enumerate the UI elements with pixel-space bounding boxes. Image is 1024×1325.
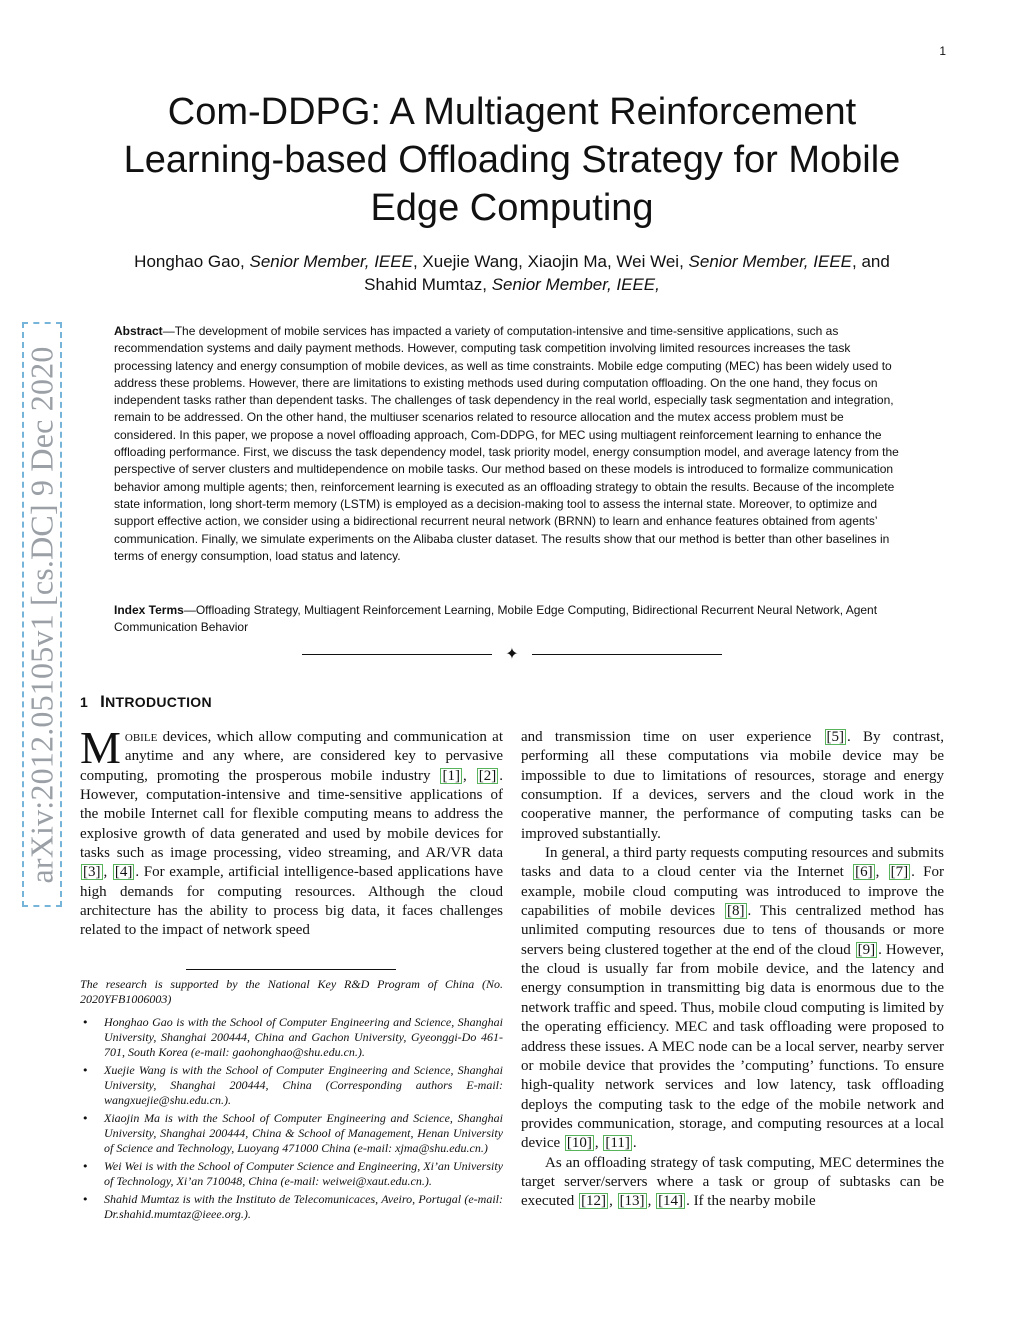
right-column (521, 728, 944, 1212)
affiliation-text: Wei Wei is with the School of Computer Science and Engineering, Xi’an University of Technology, Xi’an 710048, China (e-mail: weiwei@xaut.edu.cn.). (104, 1159, 503, 1188)
body-text: . If the nearby mobile (686, 1193, 816, 1210)
affiliation-text: Shahid Mumtaz is with the Instituto de Telecomunicaces, Aveiro, Portugal (e-mail: Dr.shahid.mumtaz@ieee.org.). (104, 1192, 503, 1221)
body-text: . (632, 1135, 637, 1152)
body-text: As an offloading strategy of task computing, MEC determines the target server/servers where a task or group of subtasks can be executed (521, 1154, 944, 1210)
affiliation-item (80, 1192, 503, 1222)
body-text: , (462, 767, 476, 784)
body-text: . By contrast, performing all these computations via mobile device may be impossible to due to limitations of resources, storage and energy consumption. If a devices, servers and the cloud work in the cooperative manner, the performance of computing tasks can be improved substantially. (521, 729, 944, 842)
section-title-initial: I (100, 692, 106, 711)
body-text: devices, which allow computing and communication at anytime and any where, are considered key to pervasive computing, promoting the prosperous mobile industry (80, 729, 503, 784)
author-text-1: Honghao Gao, (134, 252, 250, 271)
body-text: and transmission time on user experience (521, 729, 824, 745)
bullet-icon: • (82, 1160, 89, 1173)
citation-link[interactable]: [2] (478, 767, 497, 784)
footnotes (80, 977, 503, 1225)
body-text: . For example, mobile cloud computing was introduced to improve the capabilities of mobile devices (521, 864, 945, 920)
footnote-rule (186, 969, 396, 970)
citation-link[interactable]: [6] (855, 864, 873, 881)
page-number: 1 (939, 44, 946, 58)
funding-note: The research is supported by the National Key R&D Program of China (No. 2020YFB1006003) (80, 977, 503, 1006)
author-affiliation-1: Senior Member, IEEE (249, 252, 413, 271)
author-affiliation-3: Senior Member, IEEE, (491, 275, 660, 294)
citation-link[interactable]: [7] (890, 864, 909, 881)
left-column (80, 722, 504, 941)
divider-diamond-icon: ✦ (505, 644, 519, 663)
drop-cap: M (80, 722, 121, 773)
index-terms-text: —Offloading Strategy, Multiagent Reinforcement Learning, Mobile Edge Computing, Bidirectional Recurrent Neural Network, Agent Communication Behavior (114, 603, 878, 635)
affiliation-list (80, 1015, 503, 1222)
citation-link[interactable]: [4] (114, 864, 133, 881)
divider-rule-right (532, 654, 722, 655)
intro-paragraph-1 (80, 722, 504, 941)
section-number: 1 (80, 694, 89, 710)
citation-link[interactable]: [13] (619, 1193, 645, 1210)
author-affiliation-2: Senior Member, IEEE (688, 252, 852, 271)
index-terms (114, 602, 909, 637)
section-title-rest: NTRODUCTION (105, 694, 212, 710)
index-terms-label: Index Terms (114, 603, 184, 617)
author-text-4: Shahid Mumtaz, (364, 275, 492, 294)
section-divider (302, 645, 722, 665)
body-text: , (875, 864, 888, 881)
body-text: . However, the cloud is usually far from mobile device, and the latency and energy consumption in transmitting big data is enormous due to the network traffic and speed. Thus, mobile cloud computing is limited by the operating efficiency. MEC and task offloading were proposed to address these issues. A MEC node can be a local server, nearby server or mobile device that provides the ’computing’ functions. To ensure high-quality network services and low latency, task offloading deploys the computing task to the edge of the mobile network and provides communication, storage, and computing resources at a local device (521, 941, 945, 1152)
author-list (80, 250, 944, 296)
affiliation-text: Xiaojin Ma is with the School of Computer Engineering and Science, Shanghai University, Shanghai 200444, China & School of Management, Henan University of Science and Technology, Luoyang 471000 China (e-mail: xjma@shu.edu.cn.) (104, 1111, 503, 1155)
bullet-icon: • (82, 1112, 89, 1125)
affiliation-item (80, 1111, 503, 1156)
intro-smallcaps: obile (124, 729, 158, 745)
divider-rule-left (302, 654, 492, 655)
body-text: In general, a third party requests computing resources and submits tasks and data to a cloud center via the Internet (521, 845, 944, 881)
paper-title: Com-DDPG: A Multiagent Reinforcement Learning-based Offloading Strategy for Mobile Edge Computing (123, 91, 901, 229)
arxiv-stamp[interactable] (22, 322, 62, 907)
body-text: . This centralized method has unlimited computing resources due to tens of thousands or more servers being clustered together at the end of the cloud (521, 903, 944, 958)
citation-link[interactable]: [14] (658, 1193, 684, 1210)
affiliation-text: Honghao Gao is with the School of Computer Engineering and Science, Shanghai University, Shanghai 200444, China and Gachon University, Gyeonggi-Do 461-701, South Korea (e-mail: gaohonghao@shu.edu.cn.). (104, 1015, 503, 1059)
bullet-icon: • (82, 1193, 89, 1206)
arxiv-stamp-text: arXiv:2012.05105v1 [cs.DC] 9 Dec 2020 (23, 345, 60, 884)
bullet-icon: • (82, 1064, 89, 1077)
citation-link[interactable]: [1] (442, 767, 460, 784)
section-heading-introduction (80, 692, 212, 712)
body-text: , (103, 864, 112, 881)
affiliation-item (80, 1015, 503, 1060)
abstract-label: Abstract (114, 324, 163, 338)
author-text-2: , Xuejie Wang, Xiaojin Ma, Wei Wei, (412, 252, 689, 271)
citation-link[interactable]: [5] (826, 729, 845, 745)
abstract (114, 323, 909, 565)
author-text-3: , and (852, 252, 890, 271)
citation-link[interactable]: [8] (727, 903, 745, 920)
citation-link[interactable]: [11] (605, 1135, 630, 1152)
affiliation-item (80, 1159, 503, 1189)
intro-paragraph-4 (521, 1154, 944, 1212)
affiliation-text: Xuejie Wang is with the School of Computer Engineering and Science, Shanghai University, Shanghai 200444, China (Corresponding authors E-mail: wangxuejie@shu.edu.cn.). (104, 1063, 503, 1107)
body-text: . However, computation-intensive and time-sensitive applications of the mobile Internet call for flexible computing means to address the explosive growth of data generated and used by mobile devices for tasks such as image processing, video streaming, and AR/VR data (80, 767, 503, 862)
intro-paragraph-2 (521, 728, 944, 844)
abstract-text: —The development of mobile services has impacted a variety of computation-intensive and time-sensitive applications, such as recommendation systems and daily payment methods. However, computing task competition involving limited resources increases the task processing latency and energy consumption of mobile devices, as well as time constraints. Mobile edge computing (MEC) has been widely used to address these problems. However, there are limitations to existing methods used during computation offloading. On the one hand, they focus on independent tasks rather than dependent tasks. The challenges of task dependency in the real world, especially task segmentation and integration, remain to be addressed. On the other hand, the multiuser scenarios related to resource allocation and the mutex access problem must be considered. In this paper, we propose a novel offloading approach, Com-DDPG, for MEC using multiagent reinforcement learning to enhance the offloading performance. First, we discuss the task dependency model, task priority model, energy consumption model, and average latency from the perspective of server clusters and multidependence on mobile tasks. Our method based on these models is introduced to formalize communication behavior among multiple agents; then, reinforcement learning is executed as an offloading strategy to obtain the results. Because of the incomplete state information, long short-term memory (LSTM) is employed as a decision-making tool to assess the internal state. Moreover, to optimize and support effective action, we consider using a bidirectional recurrent neural network (BRNN) to learn and enhance features obtained from agents’ communication. Finally, we simulate experiments on the Alibaba cluster dataset. The results show that our method is better than other baselines in terms of energy consumption, load status and latency. (114, 324, 899, 563)
citation-link[interactable]: [12] (581, 1193, 607, 1210)
citation-link[interactable]: [9] (857, 941, 876, 958)
intro-paragraph-3 (521, 844, 944, 1154)
body-text: . For example, artificial intelligence-based applications have high demands for computing resources. Although the cloud architecture has the ability to process big data, it faces challenges related to the impact of network speed (80, 864, 504, 939)
affiliation-item (80, 1063, 503, 1108)
body-text: , (647, 1193, 656, 1210)
citation-link[interactable]: [3] (83, 864, 101, 881)
citation-link[interactable]: [10] (566, 1135, 592, 1152)
body-text: , (594, 1135, 603, 1152)
bullet-icon: • (82, 1016, 89, 1029)
body-text: , (609, 1193, 617, 1210)
